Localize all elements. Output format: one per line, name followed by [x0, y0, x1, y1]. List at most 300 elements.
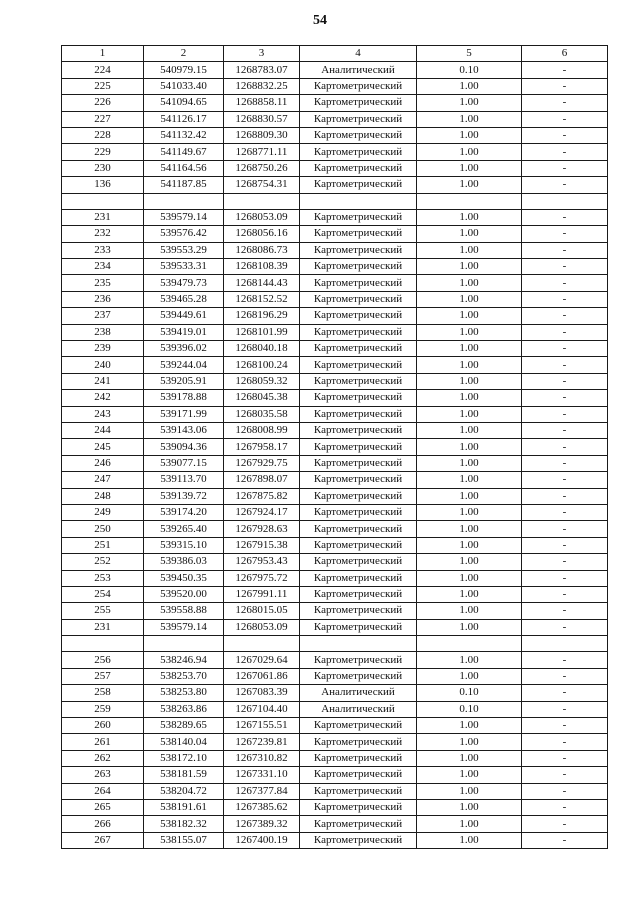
point-number-cell: 258 — [62, 685, 144, 701]
note-cell: - — [522, 832, 608, 848]
method-cell: Картометрический — [300, 127, 417, 143]
separator-row — [62, 636, 608, 652]
point-number-cell: 250 — [62, 521, 144, 537]
note-cell: - — [522, 160, 608, 176]
note-cell: - — [522, 439, 608, 455]
point-number-cell: 136 — [62, 177, 144, 193]
column-header: 3 — [224, 46, 300, 62]
point-number-cell: 236 — [62, 291, 144, 307]
coordinate-y-cell: 1267400.19 — [224, 832, 300, 848]
table-row — [62, 406, 608, 422]
coordinate-x-cell: 539113.70 — [144, 472, 224, 488]
note-cell: - — [522, 95, 608, 111]
note-cell: - — [522, 341, 608, 357]
note-cell: - — [522, 750, 608, 766]
coordinate-x-cell: 539174.20 — [144, 504, 224, 520]
coordinate-x-cell: 538140.04 — [144, 734, 224, 750]
column-header: 5 — [417, 46, 522, 62]
method-cell: Картометрический — [300, 111, 417, 127]
coordinate-x-cell: 539205.91 — [144, 373, 224, 389]
table-row — [62, 619, 608, 635]
note-cell: - — [522, 799, 608, 815]
coordinate-x-cell: 539576.42 — [144, 226, 224, 242]
accuracy-cell: 1.00 — [417, 390, 522, 406]
coordinate-y-cell: 1268858.11 — [224, 95, 300, 111]
table-row — [62, 832, 608, 848]
coordinate-x-cell: 538246.94 — [144, 652, 224, 668]
accuracy-cell: 1.00 — [417, 799, 522, 815]
coordinate-x-cell: 539479.73 — [144, 275, 224, 291]
coordinate-x-cell — [144, 636, 224, 652]
method-cell: Картометрический — [300, 521, 417, 537]
coordinate-x-cell: 539533.31 — [144, 259, 224, 275]
table-row — [62, 554, 608, 570]
note-cell: - — [522, 242, 608, 258]
accuracy-cell: 1.00 — [417, 455, 522, 471]
coordinate-x-cell: 539143.06 — [144, 422, 224, 438]
note-cell: - — [522, 734, 608, 750]
page-number: 54 — [313, 13, 327, 28]
coordinate-y-cell: 1268059.32 — [224, 373, 300, 389]
note-cell: - — [522, 521, 608, 537]
table-row — [62, 504, 608, 520]
note-cell: - — [522, 685, 608, 701]
coordinate-x-cell: 539396.02 — [144, 341, 224, 357]
coordinate-y-cell: 1267991.11 — [224, 586, 300, 602]
coordinate-x-cell: 541094.65 — [144, 95, 224, 111]
point-number-cell: 234 — [62, 259, 144, 275]
method-cell: Картометрический — [300, 390, 417, 406]
method-cell: Картометрический — [300, 291, 417, 307]
coordinate-x-cell: 539419.01 — [144, 324, 224, 340]
method-cell: Картометрический — [300, 537, 417, 553]
method-cell: Картометрический — [300, 308, 417, 324]
accuracy-cell: 1.00 — [417, 783, 522, 799]
table-row — [62, 242, 608, 258]
point-number-cell: 229 — [62, 144, 144, 160]
method-cell: Картометрический — [300, 570, 417, 586]
coordinate-y-cell: 1268750.26 — [224, 160, 300, 176]
coordinate-y-cell: 1267875.82 — [224, 488, 300, 504]
coordinate-y-cell: 1268100.24 — [224, 357, 300, 373]
accuracy-cell: 1.00 — [417, 586, 522, 602]
method-cell: Картометрический — [300, 226, 417, 242]
coordinate-x-cell: 539094.36 — [144, 439, 224, 455]
table-row — [62, 799, 608, 815]
note-cell: - — [522, 422, 608, 438]
table-row — [62, 668, 608, 684]
point-number-cell: 232 — [62, 226, 144, 242]
point-number-cell: 245 — [62, 439, 144, 455]
note-cell: - — [522, 127, 608, 143]
table-row — [62, 488, 608, 504]
table-row — [62, 259, 608, 275]
table-row — [62, 111, 608, 127]
coordinate-y-cell: 1267924.17 — [224, 504, 300, 520]
point-number-cell: 238 — [62, 324, 144, 340]
table-row — [62, 373, 608, 389]
table-row — [62, 455, 608, 471]
accuracy-cell: 1.00 — [417, 718, 522, 734]
coordinate-y-cell: 1267898.07 — [224, 472, 300, 488]
coordinate-y-cell: 1268015.05 — [224, 603, 300, 619]
point-number-cell: 237 — [62, 308, 144, 324]
accuracy-cell — [417, 193, 522, 209]
accuracy-cell: 1.00 — [417, 816, 522, 832]
coordinate-y-cell: 1268832.25 — [224, 78, 300, 94]
note-cell: - — [522, 291, 608, 307]
coordinate-x-cell: 541187.85 — [144, 177, 224, 193]
table-row — [62, 750, 608, 766]
point-number-cell: 235 — [62, 275, 144, 291]
method-cell: Картометрический — [300, 767, 417, 783]
coordinate-x-cell: 538263.86 — [144, 701, 224, 717]
note-cell: - — [522, 177, 608, 193]
coordinates-table-body — [62, 46, 608, 849]
method-cell: Картометрический — [300, 78, 417, 94]
coordinate-y-cell: 1268152.52 — [224, 291, 300, 307]
table-row — [62, 226, 608, 242]
note-cell: - — [522, 570, 608, 586]
accuracy-cell: 1.00 — [417, 177, 522, 193]
coordinate-y-cell: 1268086.73 — [224, 242, 300, 258]
note-cell: - — [522, 357, 608, 373]
coordinate-x-cell: 539579.14 — [144, 619, 224, 635]
method-cell: Картометрический — [300, 488, 417, 504]
column-header: 4 — [300, 46, 417, 62]
method-cell — [300, 636, 417, 652]
accuracy-cell: 0.10 — [417, 62, 522, 78]
table-row — [62, 308, 608, 324]
coordinate-y-cell: 1268809.30 — [224, 127, 300, 143]
accuracy-cell: 1.00 — [417, 422, 522, 438]
coordinate-x-cell: 540979.15 — [144, 62, 224, 78]
accuracy-cell: 1.00 — [417, 226, 522, 242]
method-cell: Картометрический — [300, 275, 417, 291]
accuracy-cell: 1.00 — [417, 357, 522, 373]
table-row — [62, 586, 608, 602]
table-row — [62, 767, 608, 783]
coordinate-x-cell: 539265.40 — [144, 521, 224, 537]
method-cell: Картометрический — [300, 357, 417, 373]
method-cell: Картометрический — [300, 816, 417, 832]
note-cell: - — [522, 537, 608, 553]
accuracy-cell: 1.00 — [417, 832, 522, 848]
coordinate-x-cell: 538253.80 — [144, 685, 224, 701]
coordinate-x-cell: 538204.72 — [144, 783, 224, 799]
coordinate-x-cell: 539171.99 — [144, 406, 224, 422]
note-cell: - — [522, 816, 608, 832]
table-row — [62, 652, 608, 668]
point-number-cell: 261 — [62, 734, 144, 750]
method-cell: Картометрический — [300, 242, 417, 258]
method-cell: Картометрический — [300, 603, 417, 619]
coordinate-y-cell: 1268196.29 — [224, 308, 300, 324]
note-cell: - — [522, 275, 608, 291]
coordinate-x-cell: 541033.40 — [144, 78, 224, 94]
note-cell: - — [522, 308, 608, 324]
point-number-cell: 225 — [62, 78, 144, 94]
coordinate-y-cell: 1268771.11 — [224, 144, 300, 160]
coordinate-y-cell: 1267385.62 — [224, 799, 300, 815]
method-cell: Аналитический — [300, 685, 417, 701]
method-cell: Картометрический — [300, 718, 417, 734]
coordinate-y-cell: 1267928.63 — [224, 521, 300, 537]
note-cell: - — [522, 554, 608, 570]
coordinate-y-cell: 1268144.43 — [224, 275, 300, 291]
coordinate-y-cell — [224, 636, 300, 652]
coordinate-x-cell: 539244.04 — [144, 357, 224, 373]
point-number-cell: 231 — [62, 619, 144, 635]
method-cell — [300, 193, 417, 209]
coordinate-x-cell: 541132.42 — [144, 127, 224, 143]
method-cell: Картометрический — [300, 455, 417, 471]
coordinate-x-cell: 538289.65 — [144, 718, 224, 734]
note-cell: - — [522, 668, 608, 684]
table-row — [62, 177, 608, 193]
table-row — [62, 160, 608, 176]
method-cell: Аналитический — [300, 701, 417, 717]
coordinate-x-cell: 538181.59 — [144, 767, 224, 783]
point-number-cell: 263 — [62, 767, 144, 783]
coordinate-x-cell: 539553.29 — [144, 242, 224, 258]
point-number-cell: 239 — [62, 341, 144, 357]
coordinate-x-cell: 541149.67 — [144, 144, 224, 160]
coordinate-x-cell — [144, 193, 224, 209]
accuracy-cell: 1.00 — [417, 750, 522, 766]
accuracy-cell: 1.00 — [417, 242, 522, 258]
note-cell: - — [522, 767, 608, 783]
accuracy-cell: 1.00 — [417, 275, 522, 291]
accuracy-cell: 1.00 — [417, 144, 522, 160]
method-cell: Картометрический — [300, 504, 417, 520]
method-cell: Картометрический — [300, 472, 417, 488]
note-cell: - — [522, 504, 608, 520]
point-number-cell: 260 — [62, 718, 144, 734]
method-cell: Картометрический — [300, 160, 417, 176]
coordinate-y-cell: 1267377.84 — [224, 783, 300, 799]
column-header: 6 — [522, 46, 608, 62]
coordinate-y-cell: 1268830.57 — [224, 111, 300, 127]
point-number-cell: 226 — [62, 95, 144, 111]
accuracy-cell — [417, 636, 522, 652]
table-row — [62, 685, 608, 701]
method-cell: Картометрический — [300, 783, 417, 799]
accuracy-cell: 0.10 — [417, 701, 522, 717]
point-number-cell: 248 — [62, 488, 144, 504]
accuracy-cell: 1.00 — [417, 734, 522, 750]
note-cell: - — [522, 324, 608, 340]
table-row — [62, 521, 608, 537]
coordinate-y-cell: 1267083.39 — [224, 685, 300, 701]
method-cell: Картометрический — [300, 652, 417, 668]
point-number-cell: 267 — [62, 832, 144, 848]
accuracy-cell: 1.00 — [417, 603, 522, 619]
table-row — [62, 209, 608, 225]
point-number-cell: 244 — [62, 422, 144, 438]
note-cell: - — [522, 209, 608, 225]
note-cell: - — [522, 390, 608, 406]
note-cell: - — [522, 603, 608, 619]
note-cell: - — [522, 455, 608, 471]
table-row — [62, 144, 608, 160]
accuracy-cell: 1.00 — [417, 78, 522, 94]
point-number-cell: 264 — [62, 783, 144, 799]
point-number-cell: 242 — [62, 390, 144, 406]
coordinate-y-cell: 1268040.18 — [224, 341, 300, 357]
coordinate-x-cell: 539449.61 — [144, 308, 224, 324]
note-cell — [522, 193, 608, 209]
point-number-cell: 266 — [62, 816, 144, 832]
method-cell: Аналитический — [300, 62, 417, 78]
method-cell: Картометрический — [300, 341, 417, 357]
accuracy-cell: 1.00 — [417, 439, 522, 455]
accuracy-cell: 1.00 — [417, 259, 522, 275]
note-cell: - — [522, 111, 608, 127]
note-cell: - — [522, 78, 608, 94]
method-cell: Картометрический — [300, 832, 417, 848]
method-cell: Картометрический — [300, 177, 417, 193]
note-cell: - — [522, 701, 608, 717]
coordinate-y-cell: 1268008.99 — [224, 422, 300, 438]
coordinate-x-cell: 539450.35 — [144, 570, 224, 586]
note-cell: - — [522, 144, 608, 160]
point-number-cell: 228 — [62, 127, 144, 143]
point-number-cell: 231 — [62, 209, 144, 225]
note-cell: - — [522, 783, 608, 799]
method-cell: Картометрический — [300, 324, 417, 340]
coordinate-y-cell: 1267029.64 — [224, 652, 300, 668]
accuracy-cell: 1.00 — [417, 308, 522, 324]
method-cell: Картометрический — [300, 554, 417, 570]
note-cell: - — [522, 586, 608, 602]
accuracy-cell: 0.10 — [417, 685, 522, 701]
accuracy-cell: 1.00 — [417, 521, 522, 537]
method-cell: Картометрический — [300, 734, 417, 750]
point-number-cell: 254 — [62, 586, 144, 602]
table-row — [62, 816, 608, 832]
table-row — [62, 718, 608, 734]
method-cell: Картометрический — [300, 668, 417, 684]
point-number-cell: 249 — [62, 504, 144, 520]
accuracy-cell: 1.00 — [417, 504, 522, 520]
coordinate-y-cell: 1267061.86 — [224, 668, 300, 684]
note-cell: - — [522, 718, 608, 734]
method-cell: Картометрический — [300, 439, 417, 455]
coordinate-x-cell: 538172.10 — [144, 750, 224, 766]
table-row — [62, 127, 608, 143]
accuracy-cell: 1.00 — [417, 406, 522, 422]
coordinate-x-cell: 539077.15 — [144, 455, 224, 471]
table-row — [62, 603, 608, 619]
coordinate-y-cell: 1267389.32 — [224, 816, 300, 832]
method-cell: Картометрический — [300, 209, 417, 225]
method-cell: Картометрический — [300, 750, 417, 766]
table-row — [62, 324, 608, 340]
coordinate-y-cell — [224, 193, 300, 209]
coordinate-x-cell: 538191.61 — [144, 799, 224, 815]
accuracy-cell: 1.00 — [417, 324, 522, 340]
coordinate-y-cell: 1268035.58 — [224, 406, 300, 422]
point-number-cell: 246 — [62, 455, 144, 471]
accuracy-cell: 1.00 — [417, 95, 522, 111]
coordinate-y-cell: 1267915.38 — [224, 537, 300, 553]
method-cell: Картометрический — [300, 259, 417, 275]
coordinate-y-cell: 1267975.72 — [224, 570, 300, 586]
table-row — [62, 95, 608, 111]
coordinates-table — [61, 45, 608, 849]
table-row — [62, 439, 608, 455]
point-number-cell: 257 — [62, 668, 144, 684]
coordinate-x-cell: 538182.32 — [144, 816, 224, 832]
coordinate-x-cell: 539315.10 — [144, 537, 224, 553]
point-number-cell: 253 — [62, 570, 144, 586]
note-cell: - — [522, 652, 608, 668]
note-cell: - — [522, 406, 608, 422]
point-number-cell: 256 — [62, 652, 144, 668]
coordinate-y-cell: 1267331.10 — [224, 767, 300, 783]
accuracy-cell: 1.00 — [417, 488, 522, 504]
method-cell: Картометрический — [300, 799, 417, 815]
accuracy-cell: 1.00 — [417, 537, 522, 553]
point-number-cell: 233 — [62, 242, 144, 258]
point-number-cell: 224 — [62, 62, 144, 78]
table-row — [62, 390, 608, 406]
method-cell: Картометрический — [300, 619, 417, 635]
table-row — [62, 62, 608, 78]
coordinate-x-cell: 541164.56 — [144, 160, 224, 176]
point-number-cell: 251 — [62, 537, 144, 553]
point-number-cell: 259 — [62, 701, 144, 717]
point-number-cell: 240 — [62, 357, 144, 373]
coordinate-x-cell: 541126.17 — [144, 111, 224, 127]
accuracy-cell: 1.00 — [417, 554, 522, 570]
table-row — [62, 783, 608, 799]
coordinate-y-cell: 1267958.17 — [224, 439, 300, 455]
accuracy-cell: 1.00 — [417, 767, 522, 783]
column-header: 1 — [62, 46, 144, 62]
note-cell: - — [522, 373, 608, 389]
coordinate-x-cell: 539520.00 — [144, 586, 224, 602]
coordinate-y-cell: 1268108.39 — [224, 259, 300, 275]
column-header: 2 — [144, 46, 224, 62]
table-row — [62, 734, 608, 750]
note-cell: - — [522, 488, 608, 504]
accuracy-cell: 1.00 — [417, 652, 522, 668]
coordinate-y-cell: 1267929.75 — [224, 455, 300, 471]
note-cell: - — [522, 62, 608, 78]
point-number-cell: 262 — [62, 750, 144, 766]
coordinate-y-cell: 1268101.99 — [224, 324, 300, 340]
point-number-cell: 255 — [62, 603, 144, 619]
coordinate-y-cell: 1268783.07 — [224, 62, 300, 78]
accuracy-cell: 1.00 — [417, 341, 522, 357]
coordinate-y-cell: 1267104.40 — [224, 701, 300, 717]
accuracy-cell: 1.00 — [417, 570, 522, 586]
coordinate-y-cell: 1268045.38 — [224, 390, 300, 406]
accuracy-cell: 1.00 — [417, 373, 522, 389]
accuracy-cell: 1.00 — [417, 291, 522, 307]
coordinate-y-cell: 1267155.51 — [224, 718, 300, 734]
table-row — [62, 291, 608, 307]
point-number-cell: 241 — [62, 373, 144, 389]
note-cell: - — [522, 259, 608, 275]
method-cell: Картометрический — [300, 95, 417, 111]
table-row — [62, 78, 608, 94]
coordinate-x-cell: 539139.72 — [144, 488, 224, 504]
table-row — [62, 472, 608, 488]
accuracy-cell: 1.00 — [417, 209, 522, 225]
